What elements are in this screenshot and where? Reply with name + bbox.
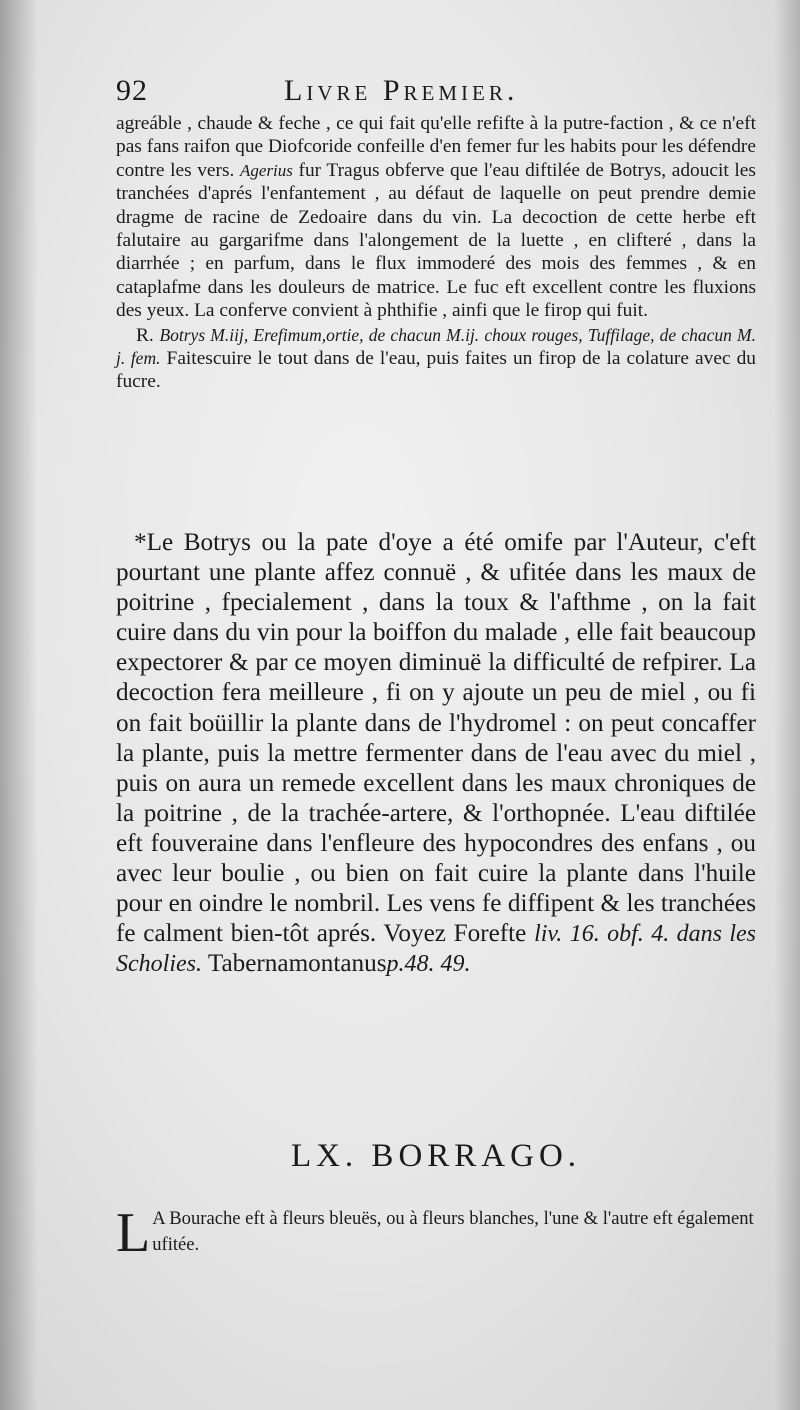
paragraph-text-cont: fur Tragus obferve que l'eau diftilée de Botrys, adoucit les tranchées d'aprés l'enfantement , au défaut de laquelle on peut prendre demie dragme de racine de Zedoaire dans du vin. La decoction de cette herbe eft falutaire au gargarifme dans l'alongement de la luette , en clifteré , dans la diarrhée ; en parfum, dans le flux immoderé des mois des femmes , & en cataplafme dans les douleurs de matrice. Le fuc eft excellent contre les fluxions des yeux. La conferve convient à phthifie , ainfi que le firop qui fuit. bbox=[116, 159, 756, 322]
recipe-ingredients: Botrys M.iij, Erefimum,ortie, de chacun M.ij. choux rouges, Tuffilage, de chacun M. j. fem. bbox=[116, 324, 756, 369]
section-body bbox=[116, 1202, 756, 1264]
page-number: 92 bbox=[116, 74, 148, 107]
page-header bbox=[116, 72, 606, 112]
section-title: LX. BORRAGO. bbox=[290, 1138, 582, 1174]
margin-note: Agerius bbox=[240, 160, 293, 180]
continued-text-block bbox=[116, 112, 756, 394]
editor-note-block bbox=[116, 528, 756, 979]
note-citation: liv. 16. obf. 4. dans les Scholies. bbox=[116, 921, 757, 978]
paragraph-continued bbox=[116, 112, 756, 323]
drop-cap: L bbox=[116, 1202, 151, 1264]
recipe-symbol: R. bbox=[136, 324, 154, 346]
paragraph-text: agreáble , chaude & feche , ce qui fait qu'elle refifte à la putre-faction , & ce n'eft pas fans raifon que Diofcoride confeille d'en femer fur les habits pour les défendre contre les vers. bbox=[116, 113, 756, 181]
note-text-end: Tabernamontanus bbox=[207, 950, 387, 978]
gutter-shadow bbox=[0, 0, 38, 1410]
edge-shadow bbox=[774, 0, 800, 1410]
editor-note bbox=[116, 528, 756, 979]
running-head: Livre Premier. bbox=[284, 74, 519, 107]
note-text: *Le Botrys ou la pate d'oye a été omife par l'Auteur, c'eft pourtant une plante affez connuë , & ufitée dans les maux de poitrine , fpecialement , dans la toux & l'afthme , on la fait cuire dans du vin pour la boiffon du malade , elle fait beaucoup expectorer & par ce moyen diminuë la difficulté de refpirer. La decoction fera meilleure , fi on y ajoute un peu de miel , ou fi on fait boüillir la plante dans de l'hydromel : on peut concaffer la plante, puis la mettre fermenter dans de l'eau avec du miel , puis on aura un remede excellent dans les maux chroniques de la poitrine , de la trachée-artere, & l'orthopnée. L'eau diftilée eft fouveraine dans l'enfleure des hypocondres des enfans , ou avec leur boulie , ou bien on fait cuire la plante dans l'huile pour en oindre le nombril. Les vens fe diffipent & les tranchées fe calment bien-tôt aprés. Voyez Forefte bbox=[116, 529, 756, 948]
section-text: A Bourache eft à fleurs bleuës, ou à fleurs blanches, l'une & l'autre eft également ufitée. bbox=[152, 1208, 754, 1255]
note-citation-pages: p.48. 49. bbox=[386, 951, 471, 978]
recipe-instructions: Faitescuire le tout dans de l'eau, puis faites un firop de la colature avec du fucre. bbox=[116, 348, 756, 393]
recipe-paragraph bbox=[116, 324, 756, 394]
